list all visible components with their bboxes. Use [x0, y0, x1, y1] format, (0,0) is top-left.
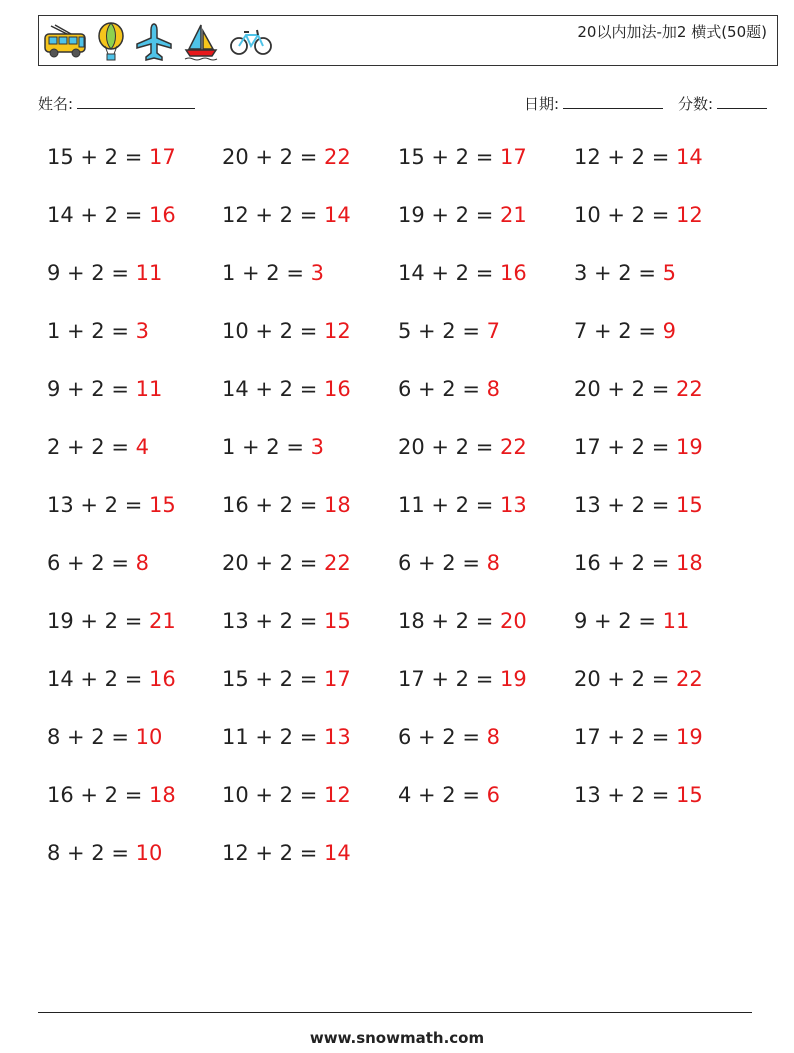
problem — [398, 203, 527, 227]
problem — [574, 261, 676, 285]
problem-question: 6 + 2 = — [398, 377, 487, 401]
problem — [574, 319, 676, 343]
problem — [574, 435, 703, 459]
problem-answer: 12 — [323, 319, 351, 343]
problem-answer: 16 — [148, 203, 176, 227]
problem-question: 9 + 2 = — [574, 609, 663, 633]
problem-question: 12 + 2 = — [222, 203, 324, 227]
problem-question: 17 + 2 = — [574, 435, 676, 459]
problem — [47, 435, 149, 459]
problem-question: 13 + 2 = — [222, 609, 324, 633]
problem-answer: 15 — [148, 493, 176, 517]
problem-question: 4 + 2 = — [398, 783, 487, 807]
problem-answer: 22 — [499, 435, 527, 459]
problem-answer: 17 — [148, 145, 176, 169]
problem-question: 12 + 2 = — [574, 145, 676, 169]
problem — [398, 435, 527, 459]
problem-answer: 18 — [675, 551, 703, 575]
problem-answer: 11 — [135, 377, 163, 401]
problem-answer: 3 — [310, 261, 324, 285]
problem — [222, 435, 324, 459]
problem — [574, 203, 703, 227]
problem-grid — [47, 145, 747, 899]
problem-question: 10 + 2 = — [222, 783, 324, 807]
problem — [398, 145, 527, 169]
problem-answer: 21 — [148, 609, 176, 633]
problem-row — [47, 551, 747, 609]
problem-answer: 5 — [662, 261, 676, 285]
problem-answer: 15 — [675, 493, 703, 517]
problem-row — [47, 609, 747, 667]
problem — [398, 783, 500, 807]
date-label: 日期: — [524, 95, 560, 113]
problem — [398, 493, 527, 517]
problem-answer: 17 — [323, 667, 351, 691]
problem — [47, 841, 162, 865]
problem-answer: 9 — [662, 319, 676, 343]
problem-question: 15 + 2 = — [222, 667, 324, 691]
problem — [222, 667, 351, 691]
problem — [398, 667, 527, 691]
problem — [398, 377, 500, 401]
problem-answer: 13 — [499, 493, 527, 517]
sailboat-icon — [183, 22, 219, 62]
date-field — [524, 93, 663, 114]
hot-air-balloon-icon — [97, 22, 125, 62]
problem-answer: 11 — [662, 609, 690, 633]
problem — [398, 319, 500, 343]
problem — [47, 551, 149, 575]
problem-answer: 13 — [323, 725, 351, 749]
problem-answer: 15 — [323, 609, 351, 633]
problem-row — [47, 667, 747, 725]
problem-answer: 16 — [499, 261, 527, 285]
problem-answer: 8 — [486, 725, 500, 749]
problem-question: 3 + 2 = — [574, 261, 663, 285]
problem-question: 14 + 2 = — [47, 203, 149, 227]
name-blank[interactable] — [77, 94, 195, 109]
problem — [47, 725, 162, 749]
problem-answer: 17 — [499, 145, 527, 169]
problem-question: 19 + 2 = — [47, 609, 149, 633]
problem-question: 16 + 2 = — [574, 551, 676, 575]
problem-answer: 12 — [675, 203, 703, 227]
problem-question: 20 + 2 = — [222, 145, 324, 169]
problem — [398, 609, 527, 633]
problem-row — [47, 435, 747, 493]
problem-question: 14 + 2 = — [222, 377, 324, 401]
problem-question: 13 + 2 = — [574, 783, 676, 807]
problem-question: 5 + 2 = — [398, 319, 487, 343]
problem-question: 14 + 2 = — [47, 667, 149, 691]
problem-answer: 20 — [499, 609, 527, 633]
problem-row — [47, 261, 747, 319]
problem — [222, 725, 351, 749]
problem-question: 6 + 2 = — [398, 551, 487, 575]
problem-question: 9 + 2 = — [47, 377, 136, 401]
name-field — [38, 93, 195, 114]
problem-question: 20 + 2 = — [574, 377, 676, 401]
problem — [398, 725, 500, 749]
problem — [47, 261, 162, 285]
problem — [574, 493, 703, 517]
problem-answer: 3 — [310, 435, 324, 459]
problem-answer: 22 — [675, 667, 703, 691]
problem — [222, 783, 351, 807]
problem-row — [47, 377, 747, 435]
name-label: 姓名: — [38, 95, 74, 113]
problem-question: 10 + 2 = — [574, 203, 676, 227]
problem-question: 6 + 2 = — [398, 725, 487, 749]
problem-answer: 22 — [323, 145, 351, 169]
problem-answer: 14 — [675, 145, 703, 169]
problem-question: 12 + 2 = — [222, 841, 324, 865]
problem-question: 16 + 2 = — [222, 493, 324, 517]
problem-row — [47, 493, 747, 551]
problem-answer: 3 — [135, 319, 149, 343]
problem-question: 10 + 2 = — [222, 319, 324, 343]
problem-answer: 7 — [486, 319, 500, 343]
problem — [574, 377, 703, 401]
date-blank[interactable] — [563, 94, 663, 109]
problem-answer: 21 — [499, 203, 527, 227]
header-box — [38, 15, 778, 66]
problem-answer: 8 — [135, 551, 149, 575]
problem — [222, 377, 351, 401]
problem — [222, 203, 351, 227]
problem-answer: 10 — [135, 725, 163, 749]
problem-row — [47, 725, 747, 783]
problem-answer: 18 — [148, 783, 176, 807]
problem-question: 19 + 2 = — [398, 203, 500, 227]
problem-question: 16 + 2 = — [47, 783, 149, 807]
problem — [574, 609, 689, 633]
footer-website: www.snowmath.com — [309, 1029, 485, 1047]
problem — [398, 551, 500, 575]
problem-question: 20 + 2 = — [222, 551, 324, 575]
problem-answer: 22 — [675, 377, 703, 401]
airplane-icon — [135, 22, 173, 62]
problem — [47, 609, 176, 633]
problem — [47, 203, 176, 227]
problem-question: 1 + 2 = — [47, 319, 136, 343]
problem — [574, 725, 703, 749]
problem-question: 20 + 2 = — [574, 667, 676, 691]
problem — [574, 145, 703, 169]
problem-answer: 19 — [675, 725, 703, 749]
problem — [47, 667, 176, 691]
problem-row — [47, 203, 747, 261]
problem-question: 8 + 2 = — [47, 725, 136, 749]
problem-answer: 14 — [323, 203, 351, 227]
problem-answer: 15 — [675, 783, 703, 807]
problem-row — [47, 841, 747, 899]
problem-answer: 16 — [323, 377, 351, 401]
problem-answer: 6 — [486, 783, 500, 807]
bicycle-icon — [229, 27, 273, 57]
problem — [47, 377, 162, 401]
problem-row — [47, 783, 747, 841]
problem — [222, 261, 324, 285]
problem-answer: 16 — [148, 667, 176, 691]
problem-question: 7 + 2 = — [574, 319, 663, 343]
problem-answer: 11 — [135, 261, 163, 285]
problem — [574, 667, 703, 691]
problem — [222, 493, 351, 517]
problem-question: 17 + 2 = — [574, 725, 676, 749]
problem — [47, 493, 176, 517]
score-field — [678, 93, 767, 114]
problem-answer: 19 — [499, 667, 527, 691]
problem — [222, 145, 351, 169]
problem — [222, 551, 351, 575]
problem — [574, 783, 703, 807]
problem — [47, 145, 176, 169]
problem-answer: 22 — [323, 551, 351, 575]
problem-question: 11 + 2 = — [222, 725, 324, 749]
problem-question: 1 + 2 = — [222, 261, 311, 285]
worksheet-title: 20以内加法-加2 横式(50题) — [577, 23, 767, 41]
header-icons — [43, 22, 273, 62]
problem-question: 13 + 2 = — [47, 493, 149, 517]
problem — [222, 609, 351, 633]
problem-answer: 18 — [323, 493, 351, 517]
bus-icon — [43, 24, 87, 60]
problem-answer: 14 — [323, 841, 351, 865]
problem-question: 18 + 2 = — [398, 609, 500, 633]
problem-answer: 10 — [135, 841, 163, 865]
problem-row — [47, 145, 747, 203]
problem-answer: 19 — [675, 435, 703, 459]
problem-question: 17 + 2 = — [398, 667, 500, 691]
problem-question: 20 + 2 = — [398, 435, 500, 459]
problem-question: 1 + 2 = — [222, 435, 311, 459]
problem — [222, 319, 351, 343]
problem-row — [47, 319, 747, 377]
footer-divider — [38, 1012, 752, 1013]
problem — [47, 783, 176, 807]
problem-question: 8 + 2 = — [47, 841, 136, 865]
problem-question: 2 + 2 = — [47, 435, 136, 459]
problem-question: 6 + 2 = — [47, 551, 136, 575]
problem-question: 14 + 2 = — [398, 261, 500, 285]
problem-answer: 4 — [135, 435, 149, 459]
problem-answer: 12 — [323, 783, 351, 807]
problem-question: 13 + 2 = — [574, 493, 676, 517]
problem — [47, 319, 149, 343]
problem-answer: 8 — [486, 551, 500, 575]
problem-answer: 8 — [486, 377, 500, 401]
problem-question: 15 + 2 = — [398, 145, 500, 169]
problem-question: 15 + 2 = — [47, 145, 149, 169]
score-label: 分数: — [678, 95, 714, 113]
problem — [398, 261, 527, 285]
problem-question: 11 + 2 = — [398, 493, 500, 517]
score-blank[interactable] — [717, 94, 767, 109]
problem-question: 9 + 2 = — [47, 261, 136, 285]
problem — [574, 551, 703, 575]
problem — [222, 841, 351, 865]
